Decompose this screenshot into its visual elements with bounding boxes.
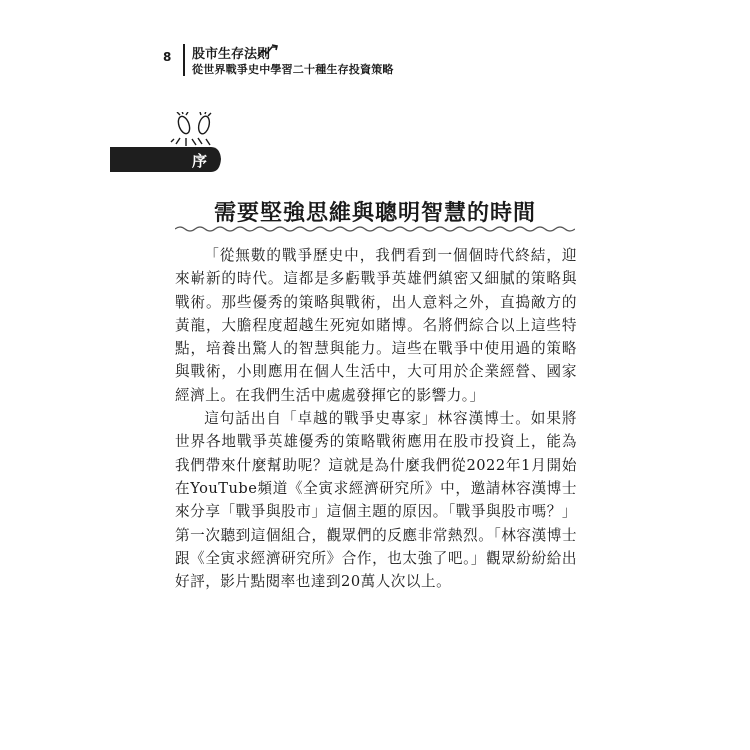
section-label-bar — [110, 147, 222, 172]
trend-arrow-icon — [257, 44, 279, 58]
page-number: 8 — [163, 50, 172, 64]
section-label: 序 — [192, 152, 208, 170]
paragraph: 這句話出自「卓越的戰爭史專家」林容漢博士。如果將世界各地戰爭英雄優秀的策略戰術應用在股市投資上，能為我們帶來什麼幫助呢？這就是為什麼我們從2022年1月開始在YouTube頻道《全寅求經濟研究所》中，邀請林容漢博士來分享「戰爭與股市」這個主題的原因。「戰爭與股市嗎？」第一次聽到這個組合，觀眾們的反應非常熱烈。「林容漢博士跟《全寅求經濟研究所》合作，也太強了吧。」觀眾紛紛給出好評，影片點閱率也達到20萬人次以上。 — [175, 410, 577, 591]
body-text — [175, 244, 577, 593]
falling-bombs-icon — [170, 112, 220, 150]
paragraph: 「從無數的戰爭歷史中，我們看到一個個時代終結，迎來嶄新的時代。這都是多虧戰爭英雄們縝密又細膩的策略與戰術。那些優秀的策略與戰術，出人意料之外，直搗敵方的黃龍，大膽程度超越生死宛如賭博。名將們綜合以上這些特點，培養出驚人的智慧與能力。這些在戰爭中使用過的策略與戰術，小則應用在個人生活中，大可用於企業經營、國家經濟上。在我們生活中處處發揮它的影響力。」 — [175, 247, 577, 404]
book-subtitle: 從世界戰爭史中學習二十種生存投資策略 — [192, 63, 394, 76]
chapter-title: 需要堅強思維與聰明智慧的時間 — [213, 201, 536, 226]
title-wave-divider — [175, 225, 575, 233]
header-divider — [183, 44, 185, 76]
book-title: 股市生存法則 — [192, 47, 271, 62]
